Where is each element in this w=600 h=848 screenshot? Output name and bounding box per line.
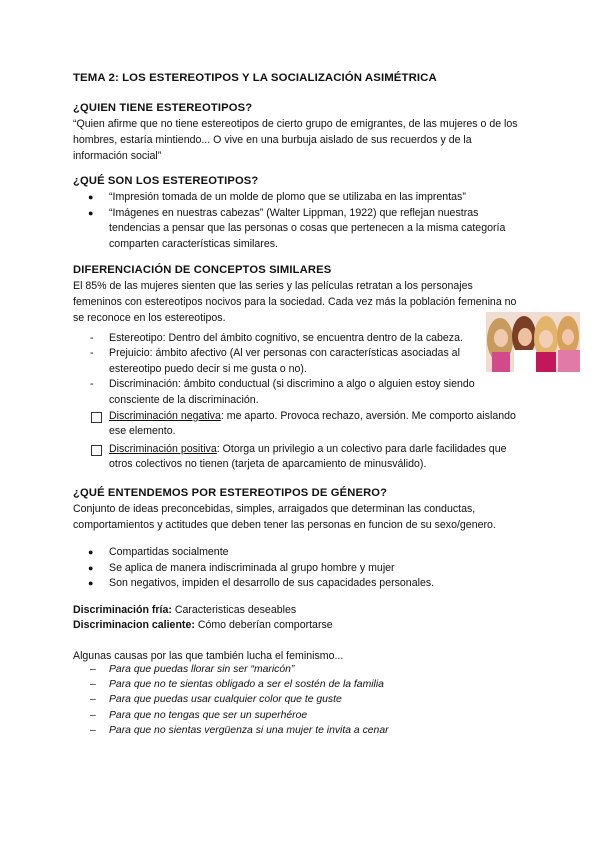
cold-discrimination: Discriminación fría: Caracteristicas deseables <box>73 604 297 616</box>
concepts-intro: El 85% de las mujeres sienten que las series y las películas retratan a los personajes femeninos con estereotipos nocivos para la sociedad. Cada vez más la población femenina no se reconoce en los estereotipos. <box>73 280 517 325</box>
list-item: – Para que no tengas que ser un superhéroe <box>90 709 308 721</box>
list-item: – Para que no sientas vergüenza si una mujer te invita a cenar <box>90 724 389 736</box>
list-item: ● “Imágenes en nuestras cabezas” (Walter Lippman, 1922) que reflejan nuestras tendencias a pensar que las personas o cosas que pertenecen a la misma categoría comparten características similares. <box>88 206 506 250</box>
discrimination-types <box>73 409 528 475</box>
list-item: Discriminación positiva: Otorga un privilegio a un colectivo para darle facilidades que otros colectivos no tienen (tarjeta de aparcamiento de minusválido). <box>73 442 528 473</box>
feminism-causes <box>73 662 493 738</box>
list-item: – Para que puedas llorar sin ser “maricón” <box>90 664 295 675</box>
section-heading-gender: ¿QUÉ ENTENDEMOS POR ESTEREOTIPOS DE GÉNERO? <box>73 487 388 499</box>
list-item: – Para que puedas usar cualquier color que te guste <box>90 694 342 706</box>
list-item: ● Son negativos, impiden el desarrollo de sus capacidades personales. <box>88 577 435 590</box>
checkbox-icon <box>91 412 102 423</box>
gender-characteristics <box>73 545 533 592</box>
section-heading-what: ¿QUÉ SON LOS ESTEREOTIPOS? <box>73 175 259 187</box>
concept-definitions <box>73 331 493 408</box>
hot-discrimination: Discriminacion caliente: Cómo deberían comportarse <box>73 619 333 631</box>
list-item: ● Compartidas socialmente <box>88 546 229 558</box>
section-heading-concepts: DIFERENCIACIÓN DE CONCEPTOS SIMILARES <box>73 264 332 276</box>
gender-definition: Conjunto de ideas preconcebidas, simples, arraigados que determinan las conductas, comportamientos y actitudes que deben tener las personas en funcion de su sexo/genero. <box>73 503 496 532</box>
list-item: Discriminación negativa: me aparto. Provoca rechazo, aversión. Me comporto aislando ese elemento. <box>73 409 528 440</box>
list-item: ● Se aplica de manera indiscriminada al grupo hombre y mujer <box>88 561 395 574</box>
women-photo <box>486 312 580 372</box>
list-item: - Estereotipo: Dentro del ámbito cognitivo, se encuentra dentro de la cabeza. <box>90 332 463 344</box>
list-item: – Para que no te sientas obligado a ser el sostén de la familia <box>90 679 384 691</box>
list-item: - Discriminación: ámbito conductual (si discrimino a algo o alguien estoy siendo consciente de la discriminación. <box>90 378 475 406</box>
checkbox-icon <box>91 445 102 456</box>
document-title: TEMA 2: LOS ESTEREOTIPOS Y LA SOCIALIZACIÓN ASIMÉTRICA <box>73 72 437 84</box>
list-item: - Prejuicio: ámbito afectivo (Al ver personas con características asociadas al estereotipo puedo decir si me gusta o no). <box>90 347 460 375</box>
list-item: ● “Impresión tomada de un molde de plomo que se utilizaba en las imprentas” <box>88 191 466 203</box>
quote-paragraph: “Quien afirme que no tiene estereotipos de cierto grupo de emigrantes, de las mujeres o de los hombres, estaría mintiendo... O vive en una burbuja aislado de sus recuerdos y de la información social” <box>73 118 518 163</box>
feminism-intro: Algunas causas por las que también lucha el feminismo... <box>73 650 344 662</box>
definition-list <box>73 190 513 252</box>
section-heading-who: ¿QUIEN TIENE ESTEREOTIPOS? <box>73 102 253 114</box>
